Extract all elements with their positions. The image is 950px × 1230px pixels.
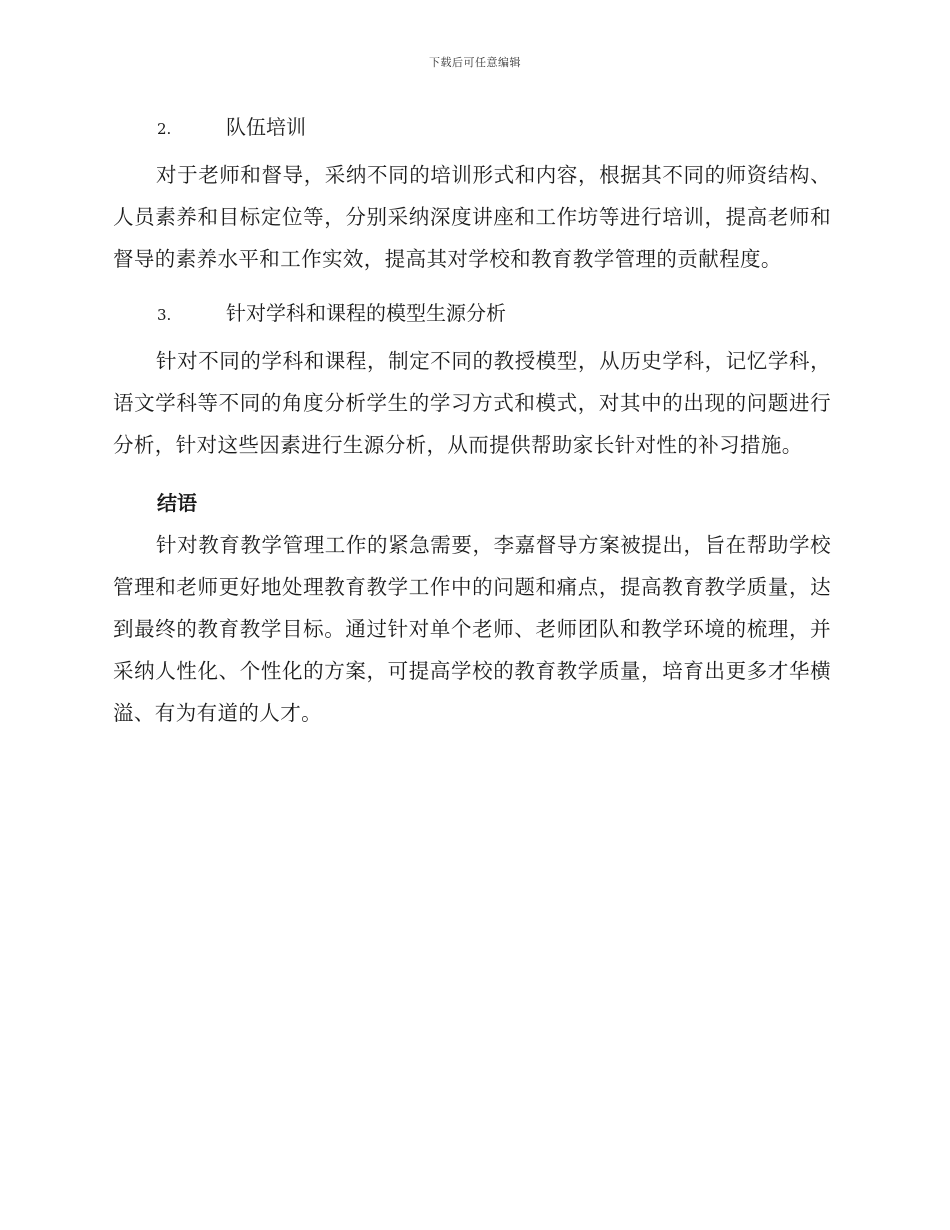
conclusion-paragraph: 针对教育教学管理工作的紧急需要，李嘉督导方案被提出，旨在帮助学校管理和老师更好地处理教育教学工作中的问题和痛点，提高教育教学质量，达到最终的教育教学目标。通过针对单个老师、老师团队和教学环境的梳理，并采纳人性化、个性化的方案，可提高学校的教育教学质量，培育出更多才华横溢、有为有道的人才。 — [113, 533, 831, 725]
page-header-note: 下载后可任意编辑 — [429, 56, 521, 69]
section-heading-team-training — [157, 108, 831, 146]
section-number: 3. — [157, 306, 172, 324]
conclusion-heading: 结语 — [157, 491, 197, 515]
section-heading-model-analysis — [157, 294, 831, 332]
section-title: 队伍培训 — [226, 115, 306, 139]
section-title: 针对学科和课程的模型生源分析 — [226, 301, 506, 325]
section-number: 2. — [157, 120, 172, 138]
document-body — [113, 108, 831, 734]
section-paragraph-model-analysis: 针对不同的学科和课程，制定不同的教授模型，从历史学科，记忆学科，语文学科等不同的角度分析学生的学习方式和模式，对其中的出现的问题进行分析，针对这些因素进行生源分析，从而提供帮助家长针对性的补习措施。 — [113, 349, 831, 457]
section-paragraph-team-training: 对于老师和督导，采纳不同的培训形式和内容，根据其不同的师资结构、人员素养和目标定位等，分别采纳深度讲座和工作坊等进行培训，提高老师和督导的素养水平和工作实效，提高其对学校和教育教学管理的贡献程度。 — [113, 163, 831, 271]
